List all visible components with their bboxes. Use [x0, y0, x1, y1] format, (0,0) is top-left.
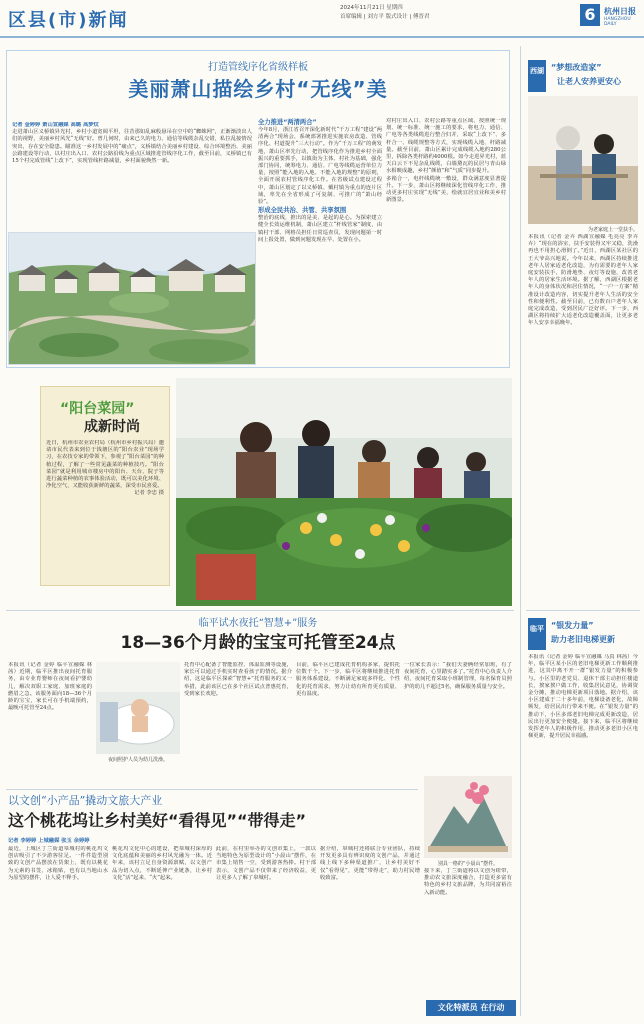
article2-title-line2: 成新时尚 — [84, 419, 140, 435]
article2-lead — [46, 440, 164, 580]
article3-column2: 托育中心配备了智能监控、体温监测等设施，家长可以通过手机实时查看孩子的情况。据介绍，这是临平区探索“智慧+”托育服务的又一举措，此前该区已在多个社区试点普惠托育，受到家长欢迎。 — [184, 662, 292, 697]
sidebar1-photo — [528, 96, 638, 224]
footer-banner: 文化特派员 在行动 — [426, 1000, 516, 1016]
balcony-garden-image — [176, 378, 512, 606]
article1-lead-text: 走进萧山区义桥镇昇光村，乡村小道宽阔平坦，往昔那如乱麻般悬吊在空中的“蜘蛛网”，正渐渐淡出人们的视野，美丽乡村风光“无线”好。曾几何时，由来已久的电力、通信等线缆杂乱交错，私拉乱接情况突出，存在安全隐患。瞄准这一乡村发展中的“痛点”，义桥镇结合美丽乡村建设、综合环境整治、美丽公路建设等行动，以村庄出入口、农村公路沿线为重点区域推进管线序化工作，截至目前，义桥镇已有15个村完成管线“上改下”，实现管线杆路减量，乡村面貌焕然一新。 — [12, 129, 252, 165]
article1-kicker: 打造管线序化省级样板 — [208, 62, 308, 73]
sidebar1-body: 本报讯（记者 金卉 西湖宣融媒 毛亮亮 李卉卉）“现在的浴室，扶手安装得又牢又稳，洗澡再也不用担心滑倒了。”近日，西湖区某社区的王大爷高兴地说。今年以来，西湖区持续推进老年人居家适老化改造，为有需要的老年人家庭安装扶手、防滑地垫、夜灯等设施，改善老年人的居家生活环境。据了解，西湖区根据老年人的身体状况和居住情况，“一户一方案”精准设计改造内容，切实提升老年人生活的安全性和便利性。截至目前，已有数百户老年人家庭完成改造，受到居民广泛好评。下一步，西湖区将持续扩大适老化改造覆盖面，让更多老年人安享幸福晚年。 — [528, 234, 638, 327]
sidebar1-district-tag: 西湖 — [528, 60, 546, 92]
date-line: 2024年11月21日 星期四 — [340, 5, 403, 11]
article1-col3b-text: 多箱合一，电杆线缆统一敷设，群众满意度显著提升。下一步，萧山区将继续深化管线序化工作，推动更多村庄实现“无线”美，绘就宜居宜业和美乡村新图景。 — [386, 175, 506, 204]
article3-photo — [96, 662, 180, 754]
article1-byline: 记者 金婷婷 萧山宣融媒 高璐 高梦炆 — [12, 122, 99, 128]
article1-photo — [8, 232, 256, 365]
sidebar1-title-line2: 让老人安养更安心 — [557, 77, 621, 86]
article3-title: 18—36个月龄的宝宝可托管至24点 — [120, 633, 396, 653]
article1-column2 — [258, 118, 382, 366]
sidebar2-body: 本报讯（记者 金婷 临平宣融媒 马真 林茜）今年，临平区某小区的老旧电梯更新工作顺利推进，这其中离不开一群“银发力量”的积极参与。小区里的老党员、退休干部主动担任楼道长，挨家挨户做工作，收集居民意见，协调资金分摊，推动电梯更新项目落地。据介绍，该小区建成于二十多年前，电梯设备老化，故障频发，给居民出行带来不便。在“银发力量”的推动下，小区多部老旧电梯完成更新改造，居民出行更加安全便捷。接下来，临平区将继续发挥老年人的积极作用，推动更多老旧小区电梯更新，提升居民幸福感。 — [528, 654, 638, 740]
article3-photo-caption: 夜间照护人员为幼儿洗澡。 — [107, 757, 168, 763]
article3-kicker: 临平试水夜托“智慧+”服务 — [198, 618, 318, 629]
article2-title-line1: “阳台菜园” — [60, 401, 135, 417]
article4-kicker: 以文创“小产品”撬动文旅大产业 — [8, 794, 163, 807]
article4-column5: 接下来，丁兰街道将以文创为纽带，推动农文旅深度融合，打造更多富有特色的乡村文旅品牌，为共同富裕注入新动能。 — [424, 868, 512, 896]
village-aerial-image — [9, 233, 256, 365]
editors-line: 首席编辑 | 刘方平 版式设计 | 傅晋君 — [340, 14, 430, 20]
page-number: 6 — [580, 4, 600, 26]
sidebar2-district-tag: 临平 — [528, 618, 546, 650]
peach-blossom-ornament-image — [424, 776, 512, 858]
sidebar1-photo-caption: 为老家庭上一堂扶手。 — [587, 227, 638, 233]
article1-col3-text: 对村庄出入口、农村公路等重点区域，按照统一规划、统一标准、统一施工的要求，将电力、通信、广电等各类线缆进行整合归并，采取“上改下”、多杆合一、线缆规整等方式，实现线缆入地、杆路减量。截至目前，萧山区累计完成线缆入地约280公里，拆除各类杆路约4000根。如今走进昇光村，蓝天白云下不见杂乱线缆，白墙黛瓦的民居与青山绿水相映成趣，乡村“颜值”和“气质”同步提升。 — [386, 118, 506, 175]
baby-bath-image — [96, 662, 180, 754]
section-title: 区县(市)新闻 — [8, 10, 129, 31]
article4-title: 这个桃花坞让乡村美好“看得见”“带得走” — [8, 811, 307, 830]
divider-line — [526, 610, 640, 611]
elderly-handrail-image — [528, 96, 638, 224]
article1-title: 美丽萧山描绘乡村“无线”美 — [128, 77, 388, 101]
article4-byline: 记者 李婷婷 上城融媒 张玉 余婷婷 — [8, 838, 90, 844]
article2-lead-text: 近日，杭州市农业农村局（杭州市乡村振兴局）邀请市民代表来到位于钱塘区的“阳台农业”现场学习，在农技专家的带领下，参观了“阳台菜园”的种植过程，了解了一些常见蔬菜的种植技巧。“阳台菜园”就是利用城市楼房中的阳台、天台、院子等进行蔬菜种植的农事体验活动，既可以美化环境、净化空气，又能收获新鲜的蔬菜，深受市民喜爱。 — [46, 440, 164, 490]
sidebar2-title-line2: 助力老旧电梯更新 — [551, 635, 615, 644]
article3-column3: 目前，临平区已建成托育机构多家，提供托位数千个。下一步，临平区将继续推进托育服务体系建设，不断满足家庭多样化、个性化的托育需求，努力让幼有所育更有质量、更有温度。 — [296, 662, 400, 697]
article1-col2-text: 今年8月，浙江省召开深化新时代“千万工程”建设“两清两合”现场会，系统部署推进实施农房改造、管线序化、村道提升“三大行动”。作为“千万工程”的萌发地，萧山区率先行动，把管线序化作为推进乡村全面振兴的重要抓手，以镇街为主体、村社为基础，强化部门协同，统筹电力、通信、广电等线缆运营单位力量，按照“能入地的入地、不能入地的规整”的原则，全面开展农村管线序化工作。在省级试点建设过程中，萧山区划定了以义桥镇、戴村镇为重点的连片区域，率先在全省形成了可复制、可推广的“萧山经验”。 — [258, 127, 382, 206]
article3-column1: 本报讯（记者 金婷 临平宣融媒 林茜）近期，临平区推出夜间托育服务，由专业育婴师在夜间看护婴幼儿，解决双职工家庭、加班家庭的燃眉之急。该服务面向18—36个月龄的宝宝，家长可在手机端预约，最晚可托管至24点。 — [8, 662, 92, 712]
article3-column4: 一位家长表示：“我们夫妻俩经常加班，有了夜间托育，心里踏实多了。”托育中心负责人介绍，夜间托育采取小班制管理，每名保育员照护的幼儿不超过5名，确保服务质量与安全。 — [404, 662, 512, 690]
article2-photo — [176, 378, 512, 606]
divider-line — [6, 610, 514, 611]
masthead-meta — [340, 4, 570, 22]
sidebar1-title-line1: “梦想改造家” — [551, 63, 602, 72]
paper-logo-sub: HANGZHOU DAILY — [604, 17, 631, 27]
divider-line — [6, 789, 418, 790]
article1-column3 — [386, 118, 506, 366]
article4-column3: 此前，在村里举办的文创市集上，一款以当地特色为原型设计的“小晨山”摆件，在市集上销售一空，受到游客热捧。村干部表示，文创产品不仅带来了经济收益，更让更多人了解了皋城村。 — [216, 846, 316, 881]
paper-logo: 杭州日报 — [604, 6, 636, 16]
article1-lead — [12, 122, 252, 240]
article4-photo-caption: 别具一格的“小晨山”摆件。 — [437, 861, 499, 867]
article2-credit: 记者 李忠 摄 — [134, 490, 164, 497]
article1-subhead1: 全力推进“两清两合” — [258, 119, 317, 126]
article4-column1: 最近，上城区丁兰街道皋城村的桃花坞文创店吸引了不少游客驻足。一件件造型别致的文创产品摆放在货架上，既有以桃花为元素的书签、冰箱贴，也有以当地山水为原型的摆件，让人爱不释手。 — [8, 846, 108, 881]
sidebar2-title-line1: “银发力量” — [551, 621, 594, 630]
article1-col2b-text: 整治的底线，推出的是美、是起的是心。为探索建立健全长效运维机制，萧山区建立“杆线管家”制度，由镇村干部、网格员担任日常巡查员，发现问题第一时间上报处置，做到问题发现在早、处置在小。 — [258, 215, 382, 243]
article1-subhead2: 形成全民共治、共管、共享氛围 — [258, 207, 347, 215]
article4-column2: 桃花坞文化中心的建设，把皋城村深厚的文化底蕴和美丽的乡村风光融为一体。近年来，该村立足自身资源禀赋，以文创产品为切入点，不断延伸产业链条，让乡村文化“活”起来、“火”起来。 — [112, 846, 212, 881]
article4-photo — [424, 776, 512, 858]
sidebar-divider — [520, 46, 521, 1016]
article4-column4: 据介绍，皋城村还将联合专业团队，持续开发更多具有辨识度的文创产品，并通过线上线下多种渠道推广，让乡村美好不仅“看得见”，更能“带得走”，助力村民增收致富。 — [320, 846, 420, 881]
